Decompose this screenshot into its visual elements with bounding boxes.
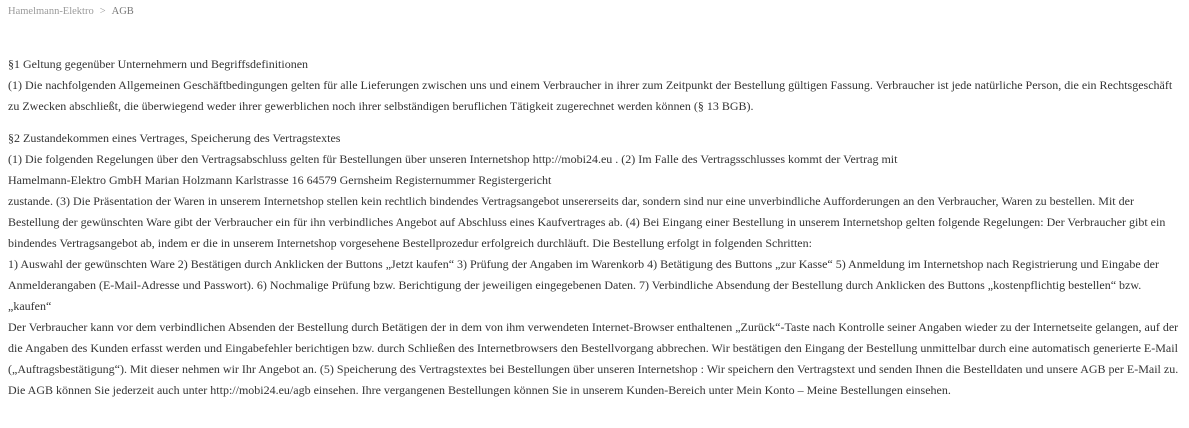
section-1-heading: §1 Geltung gegenüber Unternehmern und Begriffsdefinitionen — [8, 57, 309, 71]
section-2-heading: §2 Zustandekommen eines Vertrages, Speicherung des Vertragstextes — [8, 131, 341, 145]
section-1 — [8, 54, 1183, 117]
section-2-line-1: (1) Die folgenden Regelungen über den Vertragsabschluss gelten für Bestellungen über unseren Internetshop http://mobi24.eu . (2) Im Falle des Vertragsschlusses kommt der Vertrag mit — [8, 152, 898, 166]
section-1-text: (1) Die nachfolgenden Allgemeinen Geschäftbedingungen gelten für alle Lieferungen zwischen uns und einem Verbraucher in ihrer zum Zeitpunkt der Bestellung gültigen Fassung. Verbraucher ist jede natürliche Person, die ein Rechtsgeschäft zu Zwecken abschließt, die überwiegend weder ihrer gewerblichen noch ihrer selbständigen beruflichen Tätigkeit zugerechnet werden können (§ 13 BGB). — [8, 78, 1173, 113]
breadcrumb-home-link[interactable]: Hamelmann-Elektro — [8, 6, 94, 17]
breadcrumb — [8, 6, 134, 17]
breadcrumb-current: AGB — [111, 6, 134, 17]
section-2-company: Hamelmann-Elektro GmbH Marian Holzmann Karlstrasse 16 64579 Gernsheim Registernummer Registergericht — [8, 173, 552, 187]
section-2-paragraph-a: zustande. (3) Die Präsentation der Waren in unserem Internetshop stellen kein rechtlich bindendes Vertragsangebot unsererseits dar, sondern sind nur eine unverbindliche Aufforderungen an den Verbraucher, Waren zu bestellen. Mit der Bestellung der gewünschten Ware gibt der Verbraucher ein für ihn verbindliches Angebot auf Abschluss eines Kaufvertrages ab. (4) Bei Eingang einer Bestellung in unserem Internetshop gelten folgende Regelungen: Der Verbraucher gibt ein bindendes Vertragsangebot ab, indem er die in unserem Internetshop vorgesehene Bestellprozedur erfolgreich durchläuft. Die Bestellung erfolgt in folgenden Schritten: — [8, 194, 1166, 250]
agb-content — [8, 54, 1183, 412]
section-2 — [8, 128, 1183, 401]
section-2-steps: 1) Auswahl der gewünschten Ware 2) Bestätigen durch Anklicken der Buttons „Jetzt kaufen“ 3) Prüfung der Angaben im Warenkorb 4) Betätigung des Buttons „zur Kasse“ 5) Anmeldung im Internetshop nach Registrierung und Eingabe der Anmelderangaben (E-Mail-Adresse und Passwort). 6) Nochmalige Prüfung bzw. Berichtigung der jeweiligen eingegebenen Daten. 7) Verbindliche Absendung der Bestellung durch Anklicken des Buttons „kostenpflichtig bestellen“ bzw. „kaufen“ — [8, 257, 1159, 313]
section-2-paragraph-b: Der Verbraucher kann vor dem verbindlichen Absenden der Bestellung durch Betätigen der in dem von ihm verwendeten Internet-Browser enthaltenen „Zurück“-Taste nach Kontrolle seiner Angaben wieder zu der Internetseite gelangen, auf der die Angaben des Kunden erfasst werden und Eingabefehler berichtigen bzw. durch Schließen des Internetbrowsers den Bestellvorgang abbrechen. Wir bestätigen den Eingang der Bestellung unmittelbar durch eine automatisch generierte E-Mail („Auftragsbestätigung“). Mit dieser nehmen wir Ihr Angebot an. (5) Speicherung des Vertragstextes bei Bestellungen über unseren Internetshop : Wir speichern den Vertragstext und senden Ihnen die Bestelldaten und unsere AGB per E-Mail zu. Die AGB können Sie jederzeit auch unter http://mobi24.eu/agb einsehen. Ihre vergangenen Bestellungen können Sie in unserem Kunden-Bereich unter Mein Konto – Meine Bestellungen einsehen. — [8, 320, 1179, 397]
breadcrumb-separator: > — [99, 6, 106, 17]
